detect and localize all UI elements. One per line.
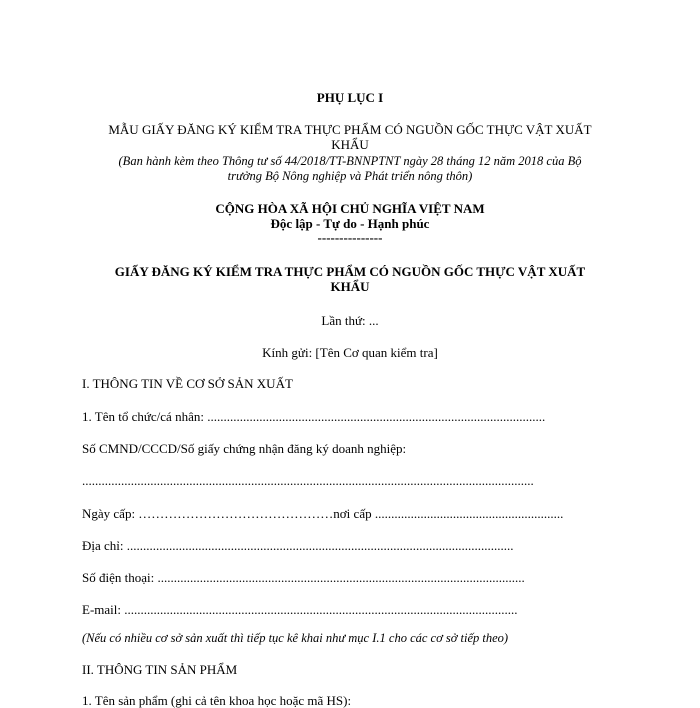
national-motto: Độc lập - Tự do - Hạnh phúc xyxy=(270,216,430,231)
issue-date-field: Ngày cấp: ………………………………………nơi cấp .......................................................... xyxy=(82,506,564,521)
id-label: Số CMND/CCCD/Số giấy chứng nhận đăng ký doanh nghiệp: xyxy=(82,441,407,456)
address-field: Địa chỉ: ....................................................................................................................... xyxy=(82,538,514,553)
email-field: E-mail: ......................................................................................................................... xyxy=(82,602,518,617)
form-title-line-2: KHẨU xyxy=(331,137,369,152)
issued-note-line-2: trưởng Bộ Nông nghiệp và Phát triển nông thôn) xyxy=(227,169,473,183)
appendix-title: PHỤ LỤC I xyxy=(316,90,384,105)
product-name-field: 1. Tên sản phẩm (ghi cả tên khoa học hoặc mã HS): xyxy=(82,693,352,708)
id-dots-field: ........................................................................................................................................... xyxy=(82,473,534,488)
header-separator: --------------- xyxy=(317,230,383,245)
document-title-line-2: KHẨU xyxy=(330,279,370,294)
phone-field: Số điện thoại: ................................................................................................................. xyxy=(82,570,525,585)
section-2-heading: II. THÔNG TIN SẢN PHẨM xyxy=(82,662,238,677)
issued-note-line-1: (Ban hành kèm theo Thông tư số 44/2018/TT-BNNPTNT ngày 28 tháng 12 năm 2018 của Bộ xyxy=(118,154,582,168)
country-name: CỘNG HÒA XÃ HỘI CHỦ NGHĨA VIỆT NAM xyxy=(215,201,485,216)
addressee: Kính gửi: [Tên Cơ quan kiểm tra] xyxy=(262,345,438,360)
org-name-field: 1. Tên tổ chức/cá nhân: ........................................................................................................ xyxy=(82,409,546,424)
multiple-facilities-note: (Nếu có nhiều cơ sở sản xuất thì tiếp tục kê khai như mục I.1 cho các cơ sở tiếp theo) xyxy=(82,631,509,645)
section-1-heading: I. THÔNG TIN VỀ CƠ SỞ SẢN XUẤT xyxy=(82,376,293,391)
attempt-number: Lần thứ: ... xyxy=(321,313,379,328)
document-title-line-1: GIẤY ĐĂNG KÝ KIỂM TRA THỰC PHẨM CÓ NGUỒN GỐC THỰC VẬT XUẤT xyxy=(114,264,586,279)
form-title-line-1: MẪU GIẤY ĐĂNG KÝ KIỂM TRA THỰC PHẨM CÓ NGUỒN GỐC THỰC VẬT XUẤT xyxy=(108,122,592,137)
